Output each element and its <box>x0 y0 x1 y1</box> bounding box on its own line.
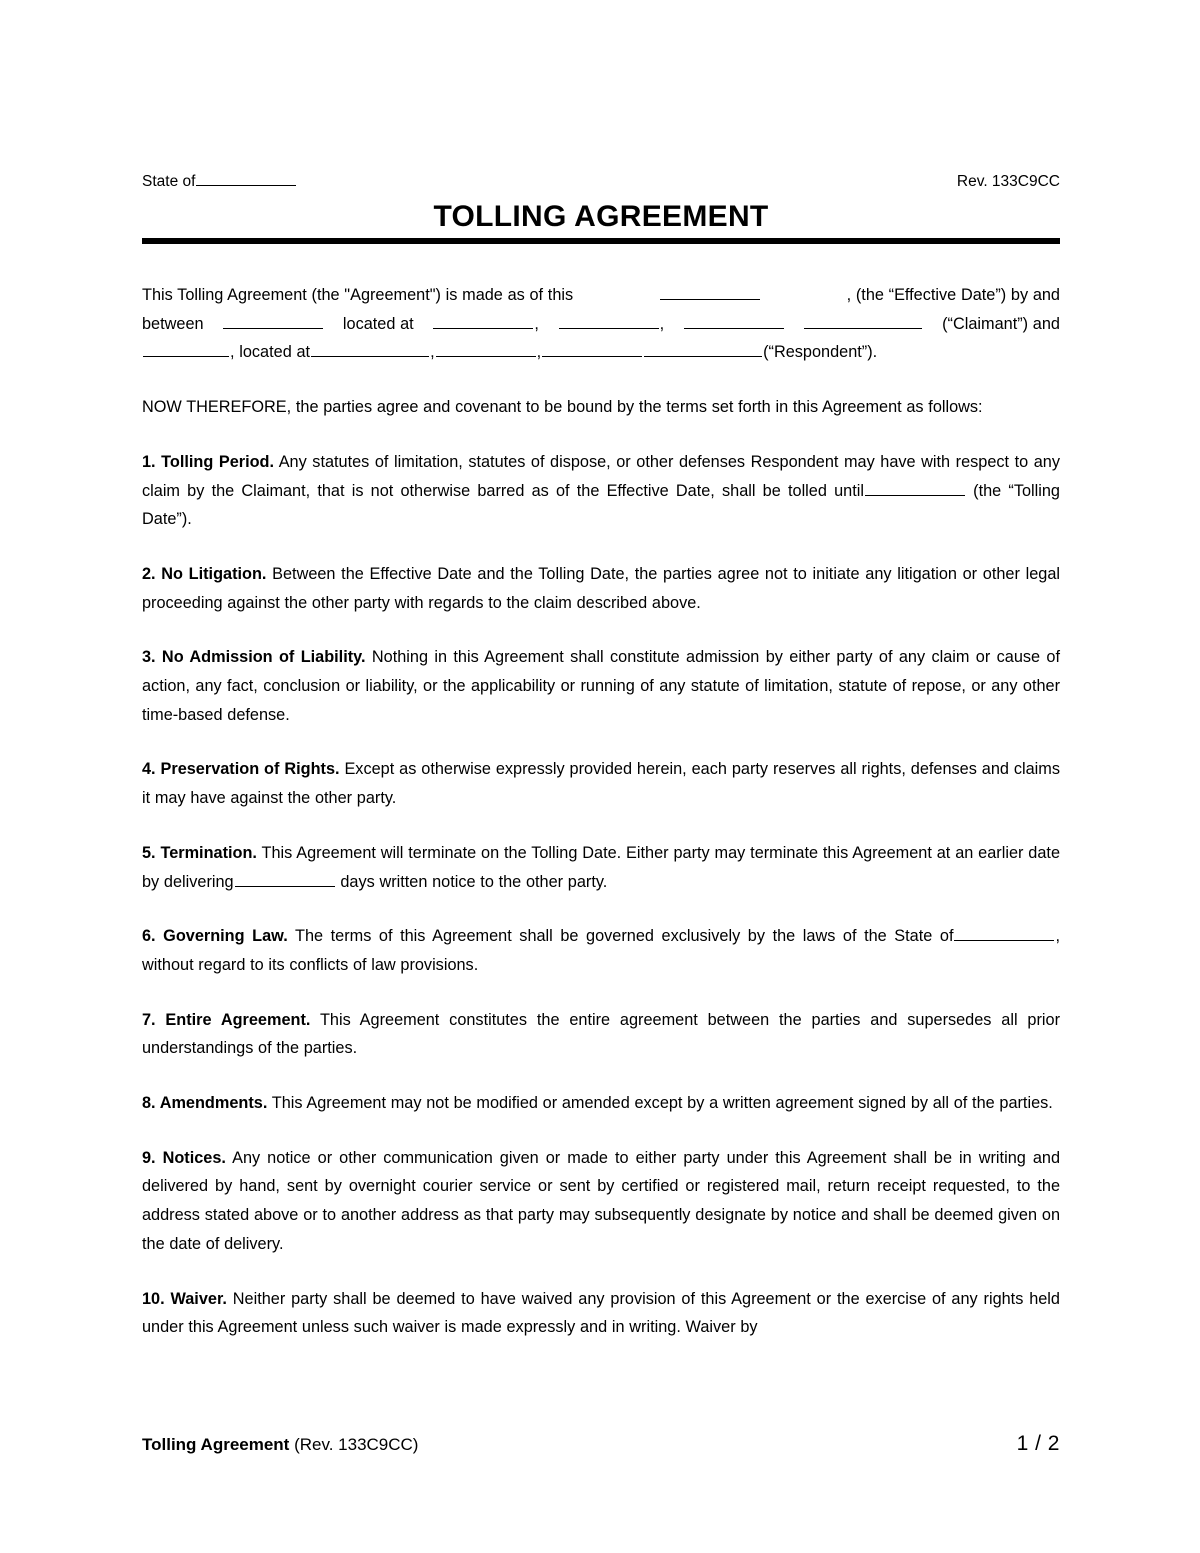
intro-line-2 <box>142 310 1060 339</box>
clause-title: 9. Notices. <box>142 1148 226 1167</box>
clause-paragraph <box>142 1144 1060 1259</box>
footer-document-label <box>142 1435 418 1455</box>
clause-paragraph <box>142 643 1060 729</box>
clause-body: Except as otherwise expressly provided herein, each party reserves all rights, defenses and claims it may have against the other party. <box>142 760 1060 808</box>
intro-line-1 <box>142 281 1060 310</box>
clause-title: 4. Preservation of Rights. <box>142 760 340 779</box>
clause-paragraph <box>142 560 1060 617</box>
intro-line-3-comma-1: , <box>430 343 435 362</box>
intro-between-label: between <box>142 314 204 333</box>
clause-body: This Agreement constitutes the entire agreement between the parties and supersedes all prior understandings of the parties. <box>142 1010 1061 1058</box>
page-number: 1 / 2 <box>1016 1432 1060 1455</box>
document-footer <box>142 1432 1060 1456</box>
clause-body: Neither party shall be deemed to have waived any provision of this Agreement or the exercise of any rights held under this Agreement unless such waiver is made expressly and in writing. Waiver by <box>142 1289 1060 1337</box>
intro-located-at-label-1: located at <box>342 314 414 333</box>
clause-body: This Agreement may not be modified or amended except by a written agreement signed by all of the parties. <box>267 1094 1053 1113</box>
clause-body: Nothing in this Agreement shall constitute admission by either party of any claim or cause of action, any fact, conclusion or liability, or the applicability or running of any statute of limitation, statute of repose, or any other time-based defense. <box>142 648 1060 724</box>
clause-body: Any statutes of limitation, statutes of dispose, or other defenses Respondent may have with respect to any claim by the Claimant, that is not otherwise barred as of the Effective Date, shall be tolled until <box>142 452 1060 500</box>
respondent-address-blank[interactable] <box>311 341 429 357</box>
revision-code: Rev. 133C9CC <box>956 173 1060 190</box>
claimant-designation: (“Claimant”) and <box>942 314 1060 333</box>
intro-line-3 <box>142 338 1060 367</box>
clause-paragraph <box>142 1006 1060 1063</box>
clause-fill-blank[interactable] <box>235 871 335 887</box>
document-header <box>142 170 1060 192</box>
clause-body: Any notice or other communication given or made to either party under this Agreement shall be in writing and delivered by hand, sent by overnight courier service or sent by certified or registered mail, return receipt requested, to the address stated above or to another address as that party may subsequently designate by notice and shall be deemed given on the date of delivery. <box>142 1148 1060 1253</box>
clause-body: This Agreement will terminate on the Tolling Date. Either party may terminate this Agreement at an earlier date by delivering <box>142 843 1060 891</box>
intro-paragraph <box>142 281 1060 367</box>
respondent-zip-blank[interactable] <box>644 341 762 357</box>
intro-located-at-label-2: , located at <box>230 343 311 362</box>
claimant-city-blank[interactable] <box>559 313 659 329</box>
respondent-state-blank[interactable] <box>542 341 642 357</box>
clause-body-after: days written notice to the other party. <box>335 872 608 891</box>
intro-line-2-comma-1: , <box>534 314 539 333</box>
claimant-name-blank[interactable] <box>223 313 323 329</box>
clause-body: Between the Effective Date and the Tolling Date, the parties agree not to initiate any litigation or other legal proceeding against the other party with regards to the claim described above. <box>142 564 1060 612</box>
claimant-state-blank[interactable] <box>684 313 784 329</box>
clause-body-after: (the “Tolling Date”). <box>142 481 1060 529</box>
clause-body: The terms of this Agreement shall be governed exclusively by the laws of the State of <box>287 927 954 946</box>
clause-paragraph <box>142 755 1060 812</box>
document-body <box>142 281 1060 1342</box>
intro-line-3-comma-2: , <box>536 343 542 362</box>
intro-line-1-text-b: , (the “Effective Date”) by and <box>846 286 1060 304</box>
clause-paragraph <box>142 448 1060 534</box>
clause-title: 1. Tolling Period. <box>142 452 275 471</box>
claimant-zip-blank-wrap <box>803 310 923 339</box>
claimant-address-blank-wrap <box>432 310 539 339</box>
footer-doc-name: Tolling Agreement <box>142 1435 290 1454</box>
page-title: TOLLING AGREEMENT <box>433 200 769 233</box>
clause-body-after: , without regard to its conflicts of law provisions. <box>142 927 1060 974</box>
respondent-designation: (“Respondent”). <box>763 343 878 362</box>
clause-paragraph <box>142 1089 1060 1118</box>
clause-paragraph <box>142 922 1060 979</box>
recital-paragraph: NOW THEREFORE, the parties agree and covenant to be bound by the terms set forth in this Agreement as follows: <box>142 398 983 417</box>
intro-line-2-comma-2: , <box>659 314 665 333</box>
title-divider <box>142 238 1060 244</box>
respondent-city-blank[interactable] <box>436 341 536 357</box>
clause-title: 6. Governing Law. <box>142 927 288 946</box>
respondent-name-blank[interactable] <box>143 341 229 357</box>
state-blank[interactable] <box>196 170 296 186</box>
intro-effective-date-blank-wrap <box>659 281 761 310</box>
clause-title: 3. No Admission of Liability. <box>142 648 366 667</box>
claimant-city-blank-wrap <box>558 310 665 339</box>
clause-paragraph <box>142 1285 1060 1342</box>
clause-fill-blank[interactable] <box>865 480 965 496</box>
intro-line-1-text-a: This Tolling Agreement (the "Agreement") is made as of this <box>142 286 574 304</box>
clause-title: 7. Entire Agreement. <box>142 1010 311 1029</box>
clause-title: 10. Waiver. <box>142 1289 227 1308</box>
clause-title: 5. Termination. <box>142 843 257 862</box>
clause-paragraph <box>142 839 1060 896</box>
clause-list <box>142 448 1060 1342</box>
footer-revision: (Rev. 133C9CC) <box>294 1435 419 1454</box>
state-of-field <box>142 170 297 192</box>
clause-fill-blank[interactable] <box>954 925 1054 941</box>
state-of-label: State of <box>142 173 196 190</box>
claimant-zip-blank[interactable] <box>804 313 922 329</box>
claimant-state-blank-wrap <box>683 310 785 339</box>
claimant-address-blank[interactable] <box>433 313 533 329</box>
clause-title: 2. No Litigation. <box>142 564 267 583</box>
clause-title: 8. Amendments. <box>142 1094 268 1113</box>
claimant-name-blank-wrap <box>222 310 324 339</box>
effective-date-blank[interactable] <box>660 284 760 300</box>
